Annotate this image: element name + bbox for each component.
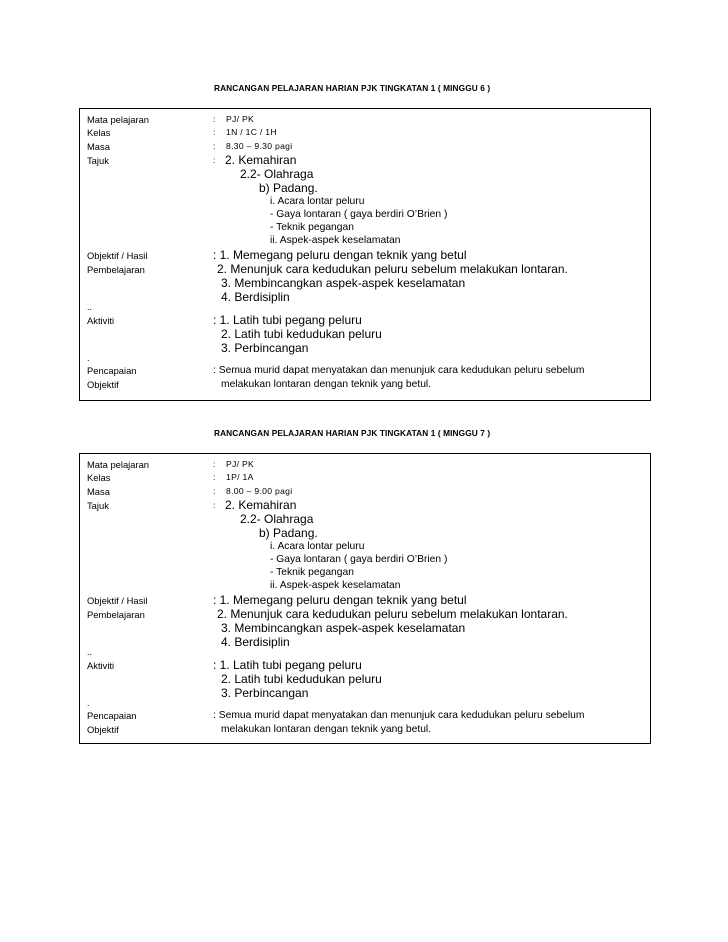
aktiviti-label: Aktiviti (87, 660, 115, 671)
tajuk-colon: : (213, 500, 216, 510)
objektif-line: : 1. Memegang peluru dengan teknik yang betul (213, 593, 467, 607)
separator-dots: . (87, 353, 90, 363)
aktiviti-line: 3. Perbincangan (221, 341, 309, 355)
objektif-label-2: Objektif (87, 724, 119, 735)
tajuk-line: ii. Aspek-aspek keselamatan (270, 235, 401, 246)
plan-title: RANCANGAN PELAJARAN HARIAN PJK TINGKATAN 1 ( MINGGU 7 ) (214, 428, 491, 438)
kelas-value: 1P/ 1A (226, 472, 254, 482)
mata-pelajaran-value: PJ/ PK (226, 459, 255, 469)
objektif-line: 3. Membincangkan aspek-aspek keselamatan (221, 276, 466, 290)
masa-label: Masa (87, 141, 110, 152)
objektif-line: 2. Menunjuk cara kedudukan peluru sebelum melakukan lontaran. (217, 607, 568, 621)
tajuk-line: - Gaya lontaran ( gaya berdiri O’Brien ) (270, 554, 448, 565)
kelas-colon: : (213, 127, 216, 137)
separator-dots: .. (87, 302, 93, 312)
objektif-line: 3. Membincangkan aspek-aspek keselamatan (221, 621, 466, 635)
pembelajaran-label: Pembelajaran (87, 264, 145, 275)
plan-title: RANCANGAN PELAJARAN HARIAN PJK TINGKATAN 1 ( MINGGU 6 ) (214, 83, 491, 93)
masa-colon: : (213, 486, 216, 496)
plan-table (79, 108, 651, 401)
tajuk-label: Tajuk (87, 155, 109, 166)
masa-value: 8.00 – 9.00 pagi (226, 486, 293, 496)
mata-pelajaran-label: Mata pelajaran (87, 114, 150, 125)
tajuk-line: - Teknik pegangan (270, 222, 354, 233)
masa-value: 8.30 – 9.30 pagi (226, 141, 293, 151)
pencapaian-label: Pencapaian (87, 710, 137, 721)
objektif-label: Objektif / Hasil (87, 250, 148, 261)
objektif-label: Objektif / Hasil (87, 595, 148, 606)
tajuk-line: 2.2- Olahraga (240, 167, 314, 181)
aktiviti-line: : 1. Latih tubi pegang peluru (213, 658, 362, 672)
kelas-value: 1N / 1C / 1H (226, 127, 277, 137)
tajuk-line: i. Acara lontar peluru (270, 196, 365, 207)
mata-pelajaran-value: PJ/ PK (226, 114, 255, 124)
tajuk-line: 2.2- Olahraga (240, 512, 314, 526)
tajuk-line: 2. Kemahiran (225, 498, 297, 512)
pencapaian-line: : Semua murid dapat menyatakan dan menunjuk cara kedudukan peluru sebelum (213, 365, 585, 376)
aktiviti-label: Aktiviti (87, 315, 115, 326)
separator-dots: . (87, 698, 90, 708)
mata-pelajaran-colon: : (213, 114, 216, 124)
tajuk-line: - Gaya lontaran ( gaya berdiri O’Brien ) (270, 209, 448, 220)
tajuk-label: Tajuk (87, 500, 109, 511)
pencapaian-label: Pencapaian (87, 365, 137, 376)
kelas-label: Kelas (87, 127, 111, 138)
mata-pelajaran-label: Mata pelajaran (87, 459, 150, 470)
tajuk-line: i. Acara lontar peluru (270, 541, 365, 552)
masa-colon: : (213, 141, 216, 151)
tajuk-line: b) Padang. (259, 181, 318, 195)
pencapaian-line: melakukan lontaran dengan teknik yang betul. (221, 379, 432, 390)
plan-table (79, 453, 651, 744)
objektif-line: 2. Menunjuk cara kedudukan peluru sebelum melakukan lontaran. (217, 262, 568, 276)
tajuk-line: ii. Aspek-aspek keselamatan (270, 580, 401, 591)
tajuk-line: b) Padang. (259, 526, 318, 540)
kelas-colon: : (213, 472, 216, 482)
aktiviti-line: 2. Latih tubi kedudukan peluru (221, 327, 382, 341)
tajuk-colon: : (213, 155, 216, 165)
objektif-label-2: Objektif (87, 379, 119, 390)
aktiviti-line: 3. Perbincangan (221, 686, 309, 700)
objektif-line: 4. Berdisiplin (221, 290, 290, 304)
tajuk-line: - Teknik pegangan (270, 567, 354, 578)
objektif-line: 4. Berdisiplin (221, 635, 290, 649)
mata-pelajaran-colon: : (213, 459, 216, 469)
pencapaian-line: melakukan lontaran dengan teknik yang betul. (221, 724, 432, 735)
aktiviti-line: : 1. Latih tubi pegang peluru (213, 313, 362, 327)
kelas-label: Kelas (87, 472, 111, 483)
aktiviti-line: 2. Latih tubi kedudukan peluru (221, 672, 382, 686)
pencapaian-line: : Semua murid dapat menyatakan dan menunjuk cara kedudukan peluru sebelum (213, 710, 585, 721)
separator-dots: .. (87, 647, 93, 657)
pembelajaran-label: Pembelajaran (87, 609, 145, 620)
objektif-line: : 1. Memegang peluru dengan teknik yang betul (213, 248, 467, 262)
masa-label: Masa (87, 486, 110, 497)
tajuk-line: 2. Kemahiran (225, 153, 297, 167)
